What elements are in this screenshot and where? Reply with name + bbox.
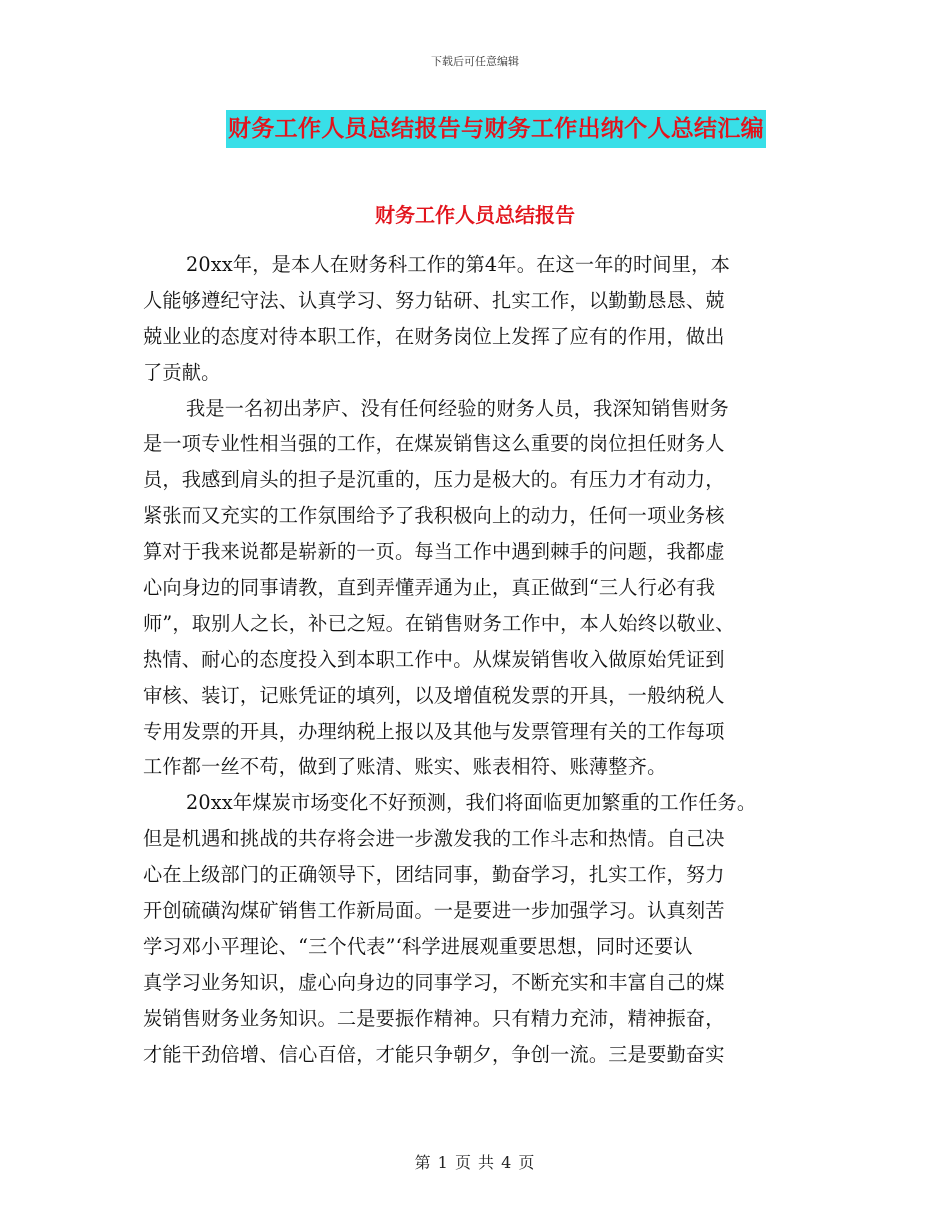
page-number-footer: 第 1 页 共 4 页 [414,1153,536,1172]
paragraph-line: 紧张而又充实的工作氛围给予了我积极向上的动力，任何一项业务核 [143,504,725,528]
section-title: 财务工作人员总结报告 [375,203,575,227]
paragraph-line: 心在上级部门的正确领导下，团结同事，勤奋学习，扎实工作，努力 [143,863,725,887]
paragraph-line: 师”，取别人之长，补已之短。在销售财务工作中，本人始终以敬业、 [143,611,735,635]
paragraph-line: 算对于我来说都是崭新的一页。每当工作中遇到棘手的问题，我都虚 [143,540,725,564]
main-title-container [0,110,950,148]
document-main-title: 财务工作人员总结报告与财务工作出纳个人总结汇编 [226,110,766,148]
paragraph-line: 但是机遇和挑战的共存将会进一步激发我的工作斗志和热情。自己决 [143,827,725,851]
paragraph-line: 炭销售财务业务知识。二是要振作精神。只有精力充沛，精神振奋， [143,1006,725,1030]
paragraph-line: 开创硫磺沟煤矿销售工作新局面。一是要进一步加强学习。认真刻苦 [143,899,725,923]
paragraph-line: 真学习业务知识，虚心向身边的同事学习，不断充实和丰富自己的煤 [143,970,725,994]
page-header-note: 下载后可任意编辑 [431,55,519,68]
paragraph-line: 才能干劲倍增、信心百倍，才能只争朝夕，争创一流。三是要勤奋实 [143,1042,725,1066]
paragraph-line: 兢业业的态度对待本职工作，在财务岗位上发挥了应有的作用，做出 [143,324,725,348]
paragraph-line: 20xx年煤炭市场变化不好预测，我们将面临更加繁重的工作任务。 [186,791,757,815]
paragraph-line: 人能够遵纪守法、认真学习、努力钻研、扎实工作，以勤勤恳恳、兢 [143,288,725,312]
paragraph-line: 热情、耐心的态度投入到本职工作中。从煤炭销售收入做原始凭证到 [143,647,725,671]
paragraph-line: 我是一名初出茅庐、没有任何经验的财务人员，我深知销售财务 [186,396,729,420]
paragraph-line: 专用发票的开具，办理纳税上报以及其他与发票管理有关的工作每项 [143,719,725,743]
paragraph-line: 审核、装订，记账凭证的填列，以及增值税发票的开具，一般纳税人 [143,683,725,707]
document-body [143,247,811,1072]
paragraph-line: 工作都一丝不苟，做到了账清、账实、账表相符、账薄整齐。 [143,755,667,779]
paragraph-line: 20xx年，是本人在财务科工作的第4年。在这一年的时间里，本 [186,253,730,276]
paragraph-line: 学习邓小平理论、“三个代表”‘科学进展观重要思想，同时还要认 [143,934,693,958]
paragraph-line: 心向身边的同事请教，直到弄懂弄通为止，真正做到“三人行必有我 [143,576,716,600]
paragraph-line: 了贡献。 [143,360,221,384]
paragraph-line: 是一项专业性相当强的工作，在煤炭销售这么重要的岗位担任财务人 [143,432,725,456]
paragraph-line: 员，我感到肩头的担子是沉重的，压力是极大的。有压力才有动力， [143,468,725,492]
